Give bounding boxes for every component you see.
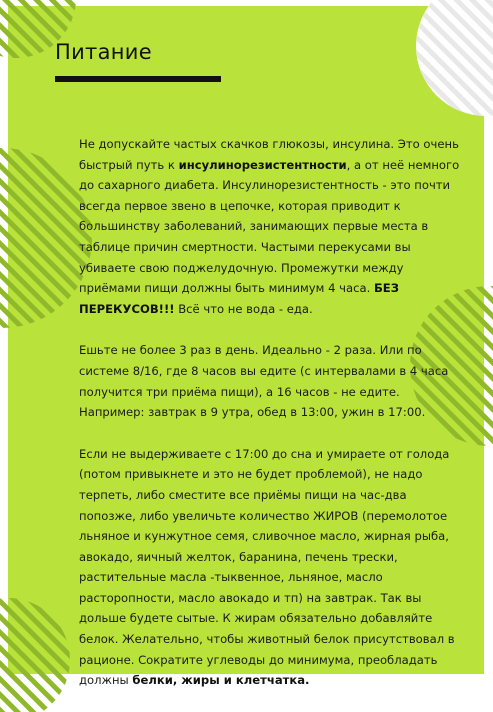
paragraph-1: Не допускайте частых скачков глюкозы, инсулина. Это очень быстрый путь к инсулинорезистентности, а от неё немного до сахарного диабета. Инсулинорезистентность - это почти всегда первое звено в цепочке, которая приводит к большинству заболеваний, занимающих первые места в таблице причин смертности. Частыми перекусами вы убиваете свою поджелудочную. Промежутки между приёмами пищи должны быть минимум 4 часа. БЕЗ ПЕРЕКУСОВ!!! Всё что не вода - еда. xyxy=(79,137,460,316)
top-right-striped-circle xyxy=(416,0,493,116)
page-title: Питание xyxy=(55,40,152,64)
paragraph-2: Ешьте не более 3 раз в день. Идеально - 2 раза. Или по системе 8/16, где 8 часов вы едите (с интервалами в 4 часа получится три приёма пищи), а 16 часов - не едите. Например: завтрак в 9 утра, обед в 13:00, ужин в 17:00. xyxy=(79,343,449,420)
bottom-left-striped-circle xyxy=(0,598,70,712)
document-page xyxy=(8,6,484,688)
title-underline-bar xyxy=(55,76,221,82)
paragraph-3: Если не выдерживаете с 17:00 до сна и умираете от голода (потом привыкнете и это не будет проблемой), не надо терпеть, либо сместите все приёмы пищи на час-два попозже, либо увеличьте количество ЖИРОВ (перемолотое льняное и кунжутное семя, сливочное масло, жирная рыба, авокадо, яичный желток, баранина, печень трески, растительные масла -тыквенное, льняное, масло расторопности, масло авокадо и тп) на завтрак. Так вы дольше будете сытые. К жирам обязательно добавляйте белок. Желательно, чтобы животный белок присутствовал в рационе. Сократите углеводы до минимума, преобладать должны белки, жиры и клетчатка. xyxy=(79,446,455,688)
body-text xyxy=(79,134,467,712)
